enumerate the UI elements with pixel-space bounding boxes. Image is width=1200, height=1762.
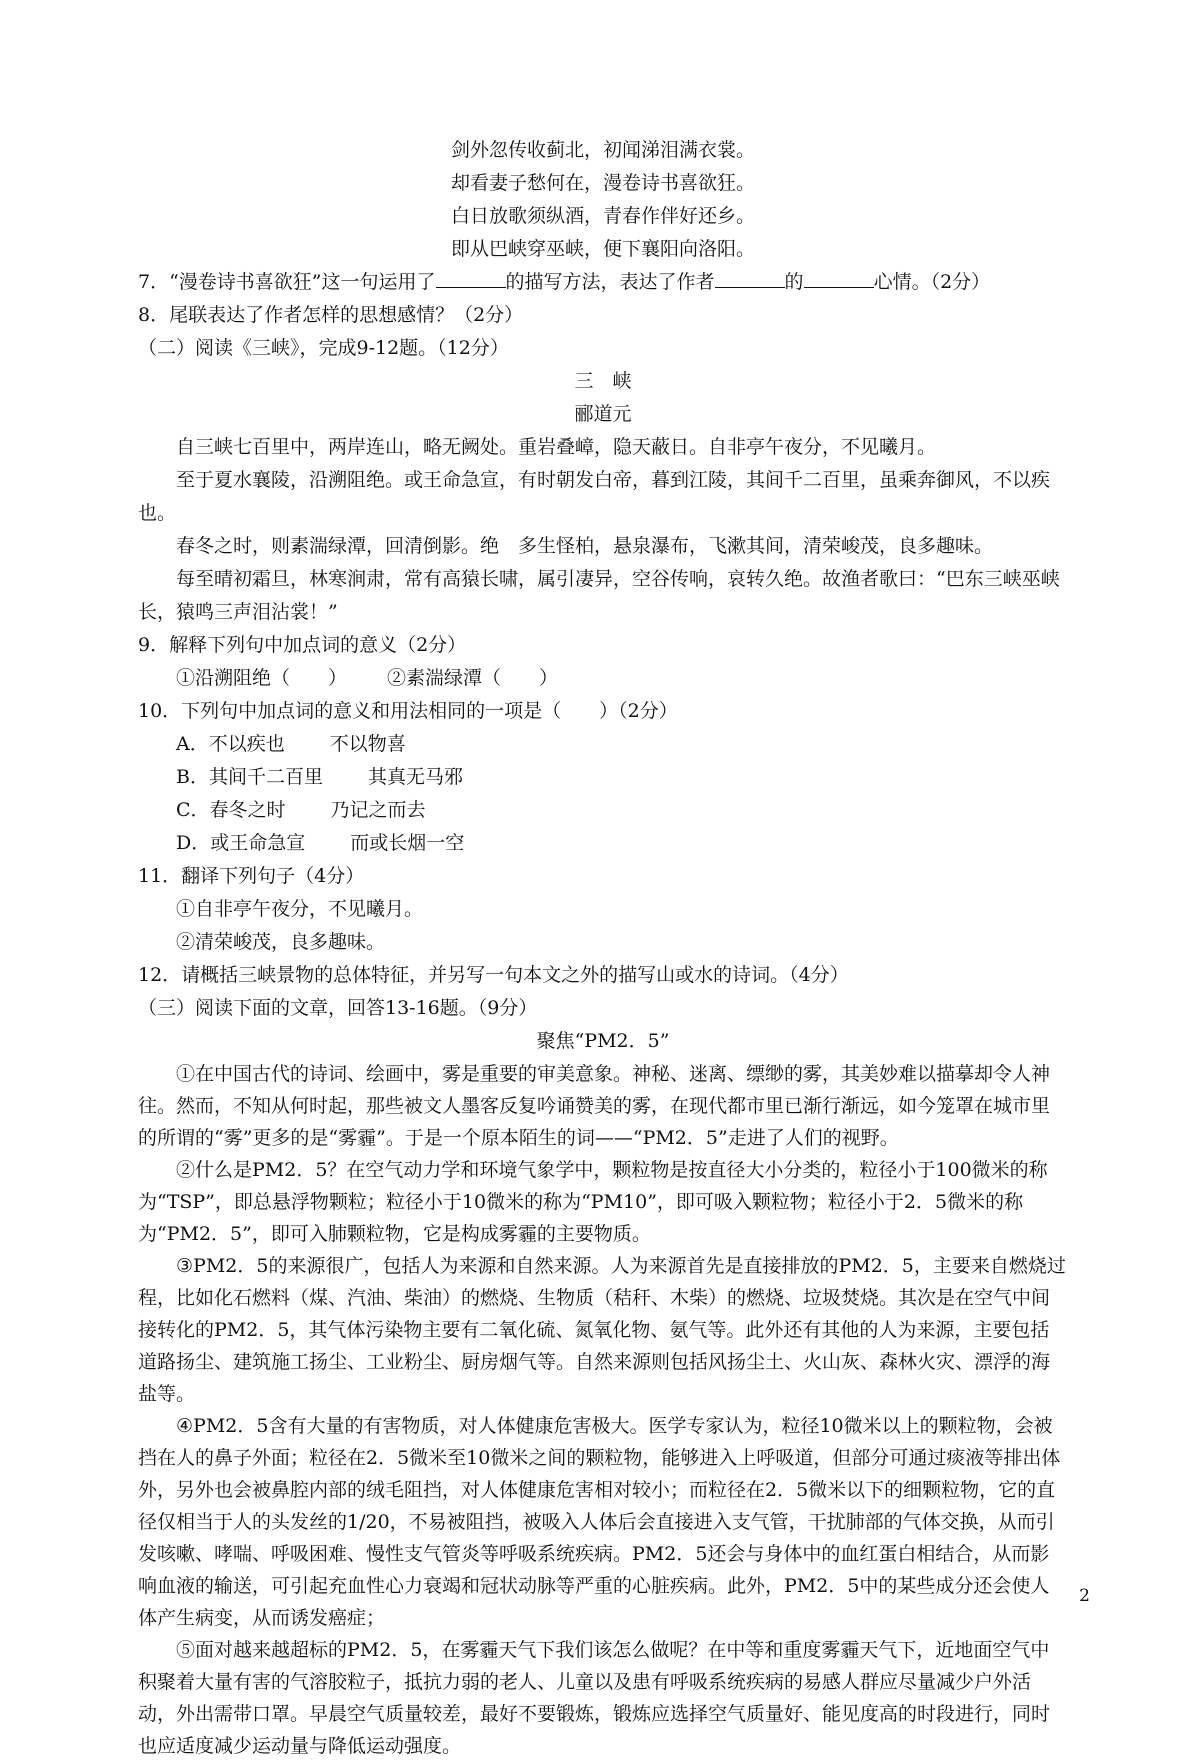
- answer-blank[interactable]: [436, 267, 506, 288]
- poem-line: 即从巴峡穿巫峡，便下襄阳向洛阳。: [450, 238, 755, 260]
- page-number: 2: [1079, 1586, 1090, 1606]
- article-paragraph: ②什么是PM2．5？在空气动力学和环境气象学中，颗粒物是按直径大小分类的，粒径小于100微米的称为“TSP”，即总悬浮物颗粒；粒径小于10微米的称为“PM10”，即可吸入颗粒物；粒径小于2．5微米的称为“PM2．5”，即可入肺颗粒物，它是构成雾霾的主要物质。: [138, 1159, 1048, 1245]
- option-c[interactable]: C．春冬之时 乃记之而去: [176, 799, 426, 821]
- article-paragraph: ③PM2．5的来源很广，包括人为来源和自然来源。人为来源首先是直接排放的PM2．5，主要来自燃烧过程，比如化石燃料（煤、汽油、柴油）的燃烧、生物质（秸秆、木柴）的燃烧、垃圾焚烧。其次是在空气中间接转化的PM2．5，其气体污染物主要有二氧化硫、氮氧化物、氨气等。此外还有其他的人为来源，主要包括道路扬尘、建筑施工扬尘、工业粉尘、厨房烟气等。自然来源则包括风扬尘土、火山灰、森林火灾、漂浮的海盐等。: [138, 1255, 1066, 1405]
- option-a[interactable]: A．不以疾也 不以物喜: [176, 733, 406, 755]
- article-title: 三 峡: [574, 370, 632, 392]
- exam-page: [138, 134, 1068, 1762]
- article-paragraph: 每至晴初霜旦，林寒涧肃，常有高猿长啸，属引凄异，空谷传响，哀转久绝。故渔者歌曰：“巴东三峡巫峡长，猿鸣三声泪沾裳！”: [138, 568, 1060, 623]
- article-paragraph: 自三峡七百里中，两岸连山，略无阙处。重岩叠嶂，隐天蔽日。自非亭午夜分，不见曦月。: [176, 436, 937, 458]
- question-9: 9．解释下列句中加点词的意义（2分）: [138, 634, 467, 656]
- question-11: 11．翻译下列句子（4分）: [138, 865, 365, 887]
- article-author: 郦道元: [574, 403, 632, 425]
- article-paragraph: ⑤面对越来越超标的PM2．5，在雾霾天气下我们该怎么做呢？在中等和重度雾霾天气下，近地面空气中积聚着大量有害的气溶胶粒子，抵抗力弱的老人、儿童以及患有呼吸系统疾病的易感人群应尽量减少户外活动，外出需带口罩。早晨空气质量较差，最好不要锻炼，锻炼应选择空气质量好、能见度高的时段进行，同时也应适度减少运动量与降低运动强度。: [138, 1639, 1051, 1757]
- poem-line: 却看妻子愁何在，漫卷诗书喜欲狂。: [450, 172, 755, 194]
- article-paragraph: ④PM2．5含有大量的有害物质，对人体健康危害极大。医学专家认为，粒径10微米以上的颗粒物，会被挡在人的鼻子外面；粒径在2．5微米至10微米之间的颗粒物，能够进入上呼吸道，但部分可通过痰液等排出体外，另外也会被鼻腔内部的绒毛阻挡，对人体健康危害相对较小；而粒径在2．5微米以下的细颗粒物，它的直径仅相当于人的头发丝的1/20，不易被阻挡，被吸入人体后会直接进入支气管，干扰肺部的气体交换，从而引发咳嗽、哮喘、呼吸困难、慢性支气管炎等呼吸系统疾病。PM2．5还会与身体中的血红蛋白相结合，从而影响血液的输送，可引起充血性心力衰竭和冠状动脉等严重的心脏疾病。此外，PM2．5中的某些成分还会使人体产生病变，从而诱发癌症；: [138, 1415, 1061, 1629]
- answer-blank[interactable]: [804, 267, 874, 288]
- question-10: 10．下列句中加点词的意义和用法相同的一项是（ ）（2分）: [138, 700, 678, 722]
- section-heading: （二）阅读《三峡》，完成9-12题。（12分）: [138, 337, 509, 359]
- poem: [138, 134, 1068, 266]
- answer-blank[interactable]: [715, 267, 785, 288]
- question-7: 7．“漫卷诗书喜欲狂”这一句运用了 的描写方法，表达了作者 的 心情。（2分）: [138, 266, 1068, 299]
- question-9-items: ①沿溯阻绝（ ） ②素湍绿潭（ ）: [176, 667, 559, 689]
- question-11-item: ②清荣峻茂，良多趣味。: [176, 931, 386, 953]
- section-heading: （三）阅读下面的文章，回答13-16题。（9分）: [138, 997, 538, 1019]
- article-paragraph: ①在中国古代的诗词、绘画中，雾是重要的审美意象。神秘、迷离、缥缈的雾，其美妙难以描摹却令人神往。然而，不知从何时起，那些被文人墨客反复吟诵赞美的雾，在现代都市里已渐行渐远，如今笼罩在城市里的所谓的“雾”更多的是“雾霾”。于是一个原本陌生的词——“PM2．5”走进了人们的视野。: [138, 1063, 1051, 1149]
- article-title: 聚焦“PM2．5”: [536, 1030, 670, 1052]
- question-12: 12．请概括三峡景物的总体特征，并另写一句本文之外的描写山或水的诗词。（4分）: [138, 964, 849, 986]
- poem-line: 剑外忽传收蓟北，初闻涕泪满衣裳。: [450, 139, 755, 161]
- poem-line: 白日放歌须纵酒，青春作伴好还乡。: [450, 205, 755, 227]
- question-11-item: ①自非亭午夜分，不见曦月。: [176, 898, 424, 920]
- article-paragraph: 至于夏水襄陵，沿溯阻绝。或王命急宣，有时朝发白帝，暮到江陵，其间千二百里，虽乘奔御风，不以疾也。: [138, 469, 1051, 524]
- article-paragraph: 春冬之时，则素湍绿潭，回清倒影。绝 多生怪柏，悬泉瀑布，飞漱其间，清荣峻茂，良多趣味。: [176, 535, 994, 557]
- question-8: 8．尾联表达了作者怎样的思想感情？（2分）: [138, 304, 524, 326]
- option-d[interactable]: D．或王命急宣 而或长烟一空: [176, 832, 465, 854]
- option-b[interactable]: B．其间千二百里 其真无马邪: [176, 766, 463, 788]
